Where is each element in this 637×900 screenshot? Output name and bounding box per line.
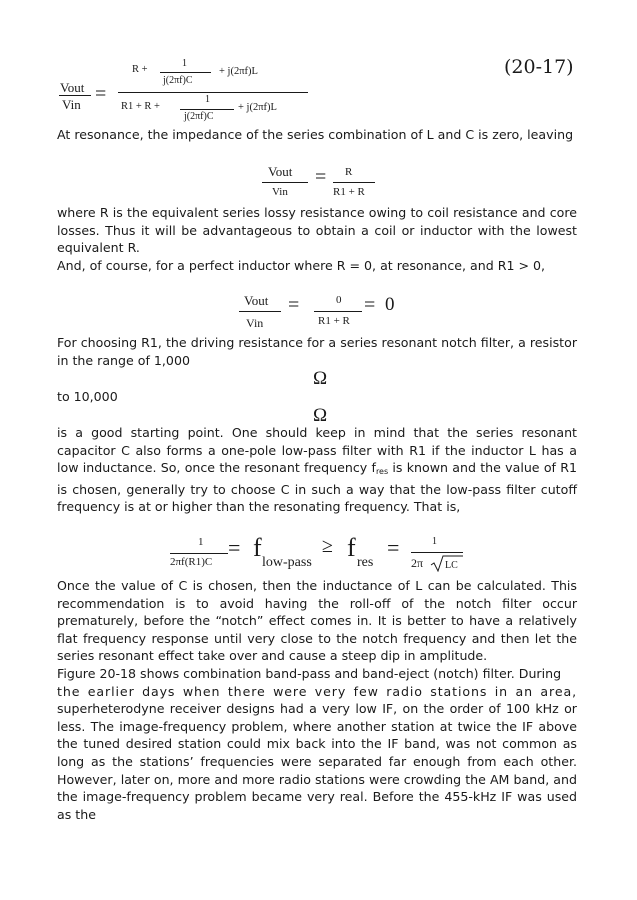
eq3-lhs-fraction-bar — [239, 311, 281, 312]
eq3-rhs-numerator: 0 — [336, 294, 342, 306]
eq4-frac2-bar — [411, 552, 463, 553]
eq1-den-left: R1 + R + — [121, 101, 160, 112]
eq4-frac1-denominator: 2πf(R1)C — [170, 556, 213, 568]
eq4-f-res: f — [347, 533, 356, 562]
eq1-lhs-denominator: Vin — [62, 97, 81, 112]
text-to-10000: to 10,000 — [57, 389, 118, 404]
eq2-lhs-fraction-bar — [262, 182, 308, 183]
eq4-f-low-pass: f — [253, 533, 262, 562]
paragraph-choosing-r1: For choosing R1, the driving resistance for a series resonant notch filter, a resistor in the range of 1,000 — [57, 335, 577, 368]
eq1-num-left: R + — [132, 64, 148, 75]
paragraph-perfect-inductor: And, of course, for a perfect inductor where R = 0, at resonance, and R1 > 0, — [57, 258, 546, 273]
eq4-frac2-numerator: 1 — [432, 536, 437, 547]
eq3-lhs-numerator: Vout — [244, 293, 269, 308]
eq4-frac1-bar — [170, 553, 228, 554]
eq1-den-frac-bar — [180, 109, 234, 110]
eq3-equals-1: = — [288, 294, 300, 316]
paragraph-resonance: At resonance, the impedance of the series combination of L and C is zero, leaving — [57, 127, 574, 142]
eq1-num-frac-num: 1 — [182, 58, 187, 69]
omega-symbol-1: Ω — [313, 368, 328, 389]
eq1-equals: = — [95, 83, 107, 105]
paragraph-good-starting-point-b: is known and the value of R1 is chosen, generally try to choose C in such a way that the low-pass filter cutoff frequency is at or higher than the resonating frequency. That is, — [57, 460, 577, 515]
eq3-result: 0 — [385, 294, 395, 315]
eq3-lhs-denominator: Vin — [246, 316, 264, 330]
equation-number: (20-17) — [504, 56, 574, 78]
eq1-den-frac-den: j(2πf)C — [184, 111, 214, 122]
paragraph-lossy-resistance: where R is the equivalent series lossy resistance owing to coil resistance and core losses. Thus it will be advantageous to obtain a coil or inductor with the lowest equivalent R. — [57, 205, 577, 256]
paragraph-figure-20-18-line-2: the earlier days when there were very few radio stations in an area, — [57, 683, 577, 699]
eq1-den-right: + j(2πf)L — [238, 102, 277, 113]
eq1-lhs-numerator: Vout — [60, 80, 85, 95]
eq2-rhs-numerator: R — [345, 166, 353, 178]
eq1-num-right: + j(2πf)L — [219, 66, 258, 77]
paragraph-good-starting-point-a: is a good starting point. One should keep in mind that the series resonant capacitor C also forms a one-pole low-pass filter with R1 if the inductor L has a low inductance. So, once the resonant frequency f — [57, 425, 577, 476]
eq2-equals: = — [315, 166, 327, 188]
paragraph-good-starting-point — [57, 424, 577, 516]
eq2-lhs-numerator: Vout — [268, 164, 293, 179]
eq1-lhs-fraction-bar — [59, 95, 91, 96]
eq4-equals-1: = — [228, 535, 241, 560]
eq2-rhs-denominator: R1 + R — [333, 186, 365, 198]
eq4-f-low-pass-subscript: low-pass — [262, 555, 312, 570]
paragraph-figure-20-18-line-1: Figure 20-18 shows combination band-pass and band-eject (notch) filter. During — [57, 666, 562, 681]
paragraph-figure-20-18-rest: superheterodyne receiver designs had a very low IF, on the order of 100 kHz or less. The image-frequency problem, where another station at twice the IF above the tuned desired station could mix back into the IF band, was not common as long as the stations’ frequencies were separated far enough from each other. However, later on, more and more radio stations were crowding the AM band, and the image-frequency problem became very real. Before the 455-kHz IF was used as the — [57, 701, 577, 822]
eq1-num-frac-bar — [160, 72, 211, 73]
eq4-greater-equal: ≥ — [322, 535, 333, 557]
eq4-frac1-numerator: 1 — [198, 536, 204, 548]
eq4-f-res-subscript: res — [357, 555, 374, 570]
eq2-lhs-denominator: Vin — [272, 186, 288, 198]
paragraph-once-c-chosen: Once the value of C is chosen, then the inductance of L can be calculated. This recommendation is to avoid having the roll-off of the notch filter occur prematurely, before the “notch” effect comes in. It is better to have a relatively flat frequency response until very close to the notch frequency and then let the series resonant effect take over and cause a steep dip in amplitude. — [57, 578, 577, 664]
f-res-subscript: res — [375, 467, 389, 477]
eq4-frac2-den-radicand: LC — [445, 560, 458, 571]
eq1-num-frac-den: j(2πf)C — [163, 75, 193, 86]
eq3-rhs-denominator: R1 + R — [318, 315, 350, 327]
eq1-main-fraction-bar — [118, 92, 308, 93]
eq3-rhs-fraction-bar — [314, 311, 362, 312]
eq2-rhs-fraction-bar — [333, 182, 375, 183]
eq1-den-frac-num: 1 — [205, 94, 210, 105]
omega-symbol-2: Ω — [313, 405, 328, 426]
eq3-equals-2: = — [364, 294, 376, 316]
eq4-equals-2: = — [387, 535, 400, 560]
paragraph-figure-20-18 — [57, 665, 577, 823]
eq4-frac2-den-prefix: 2π — [411, 556, 424, 570]
